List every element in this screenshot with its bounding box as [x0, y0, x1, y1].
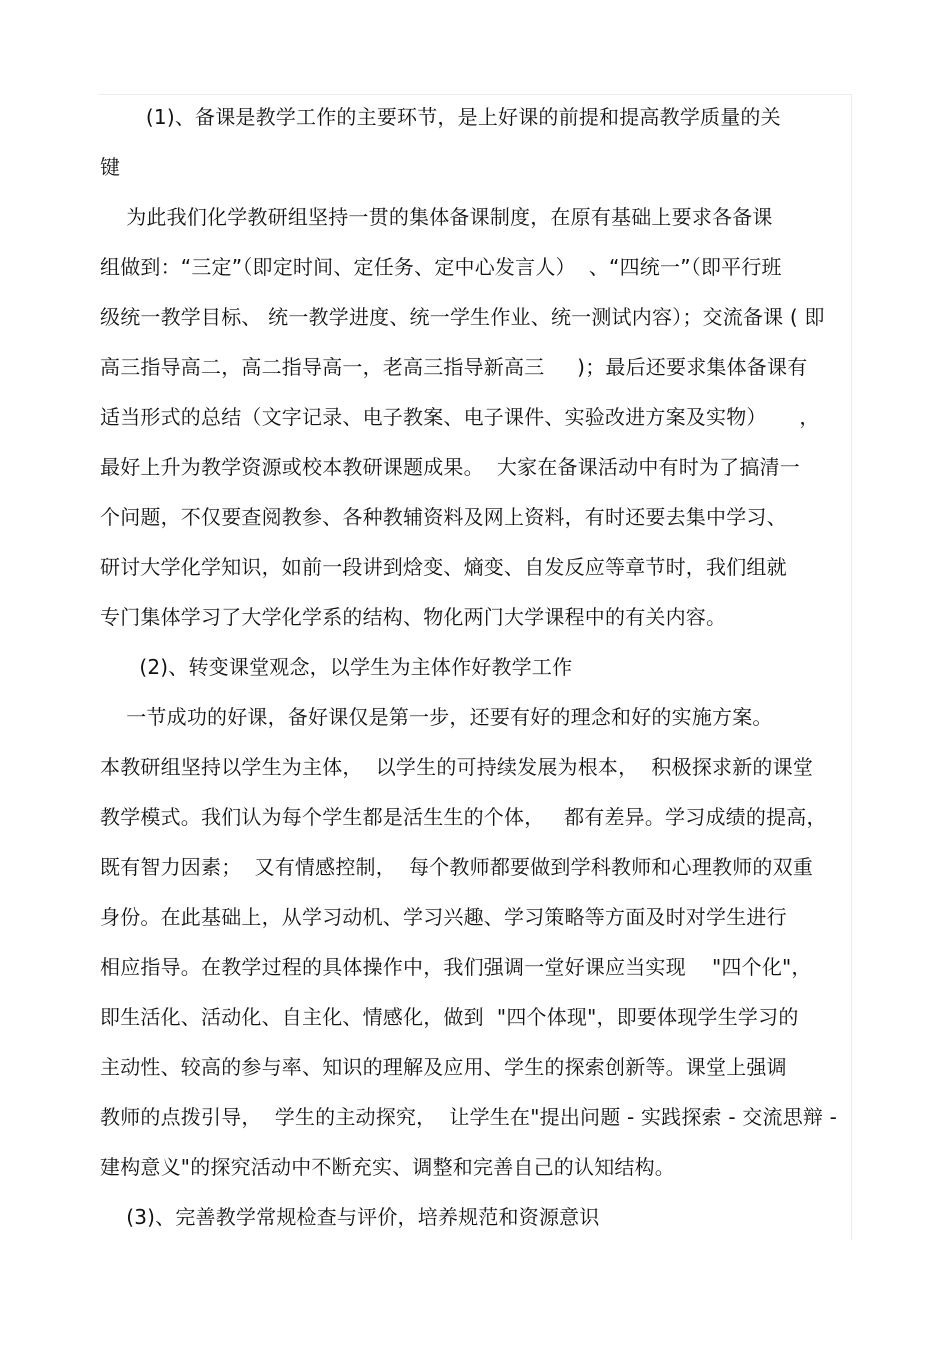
text-line: 个问题，不仅要查阅教参、各种教辅资料及网上资料，有时还要去集中学习、	[100, 505, 787, 529]
text-line: 组做到：“三定”（即定时间、定任务、定中心发言人） 、“四统一”（即平行班	[100, 255, 782, 279]
text-line: 键	[100, 155, 121, 179]
text-line: 高三指导高二，高二指导高一，老高三指导新高三 )；最后还要求集体备课有	[100, 355, 808, 379]
text-line: 主动性、较高的参与率、知识的理解及应用、学生的探索创新等。课堂上强调	[100, 1055, 787, 1079]
text-line: (1)、备课是教学工作的主要环节，是上好课的前提和提高教学质量的关	[100, 105, 781, 129]
right-border-line	[851, 94, 852, 1240]
text-line: 建构意义"的探究活动中不断充实、调整和完善自己的认知结构。	[100, 1155, 675, 1179]
text-line: 为此我们化学教研组坚持一贯的集体备课制度，在原有基础上要求各备课	[100, 205, 773, 229]
text-line: 本教研组坚持以学生为主体， 以学生的可持续发展为根本， 积极探求新的课堂	[100, 755, 814, 779]
text-line: 既有智力因素； 又有情感控制， 每个教师都要做到学科教师和心理教师的双重	[100, 855, 814, 879]
text-line: 级统一教学目标、 统一教学进度、统一学生作业、统一测试内容）；交流备课 ( 即	[100, 305, 825, 329]
top-border-line	[98, 94, 852, 95]
text-line: (3)、完善教学常规检查与评价，培养规范和资源意识	[100, 1205, 600, 1229]
text-line: 教学模式。我们认为每个学生都是活生生的个体， 都有差异。学习成绩的提高，	[100, 805, 827, 829]
text-line: 身份。在此基础上，从学习动机、学习兴趣、学习策略等方面及时对学生进行	[100, 905, 787, 929]
text-line: 教师的点拨引导， 学生的主动探究， 让学生在"提出问题 - 实践探索 - 交流思辩 -	[100, 1105, 838, 1129]
text-line: 一节成功的好课，备好课仅是第一步，还要有好的理念和好的实施方案。	[100, 705, 773, 729]
text-line: 即生活化、活动化、自主化、情感化，做到 "四个体现"，即要体现学生学习的	[100, 1005, 799, 1029]
text-line: 最好上升为教学资源或校本教研课题成果。 大家在备课活动中有时为了搞清一	[100, 455, 800, 479]
text-line: 专门集体学习了大学化学系的结构、物化两门大学课程中的有关内容。	[100, 605, 727, 629]
text-line: (2)、转变课堂观念，以学生为主体作好教学工作	[100, 655, 573, 679]
text-line: 研讨大学化学知识，如前一段讲到焓变、熵变、自发反应等章节时，我们组就	[100, 555, 787, 579]
text-line: 适当形式的总结（文字记录、电子教案、电子课件、实验改进方案及实物） ，	[100, 405, 820, 429]
text-line: 相应指导。在教学过程的具体操作中，我们强调一堂好课应当实现 "四个化"，	[100, 955, 812, 979]
